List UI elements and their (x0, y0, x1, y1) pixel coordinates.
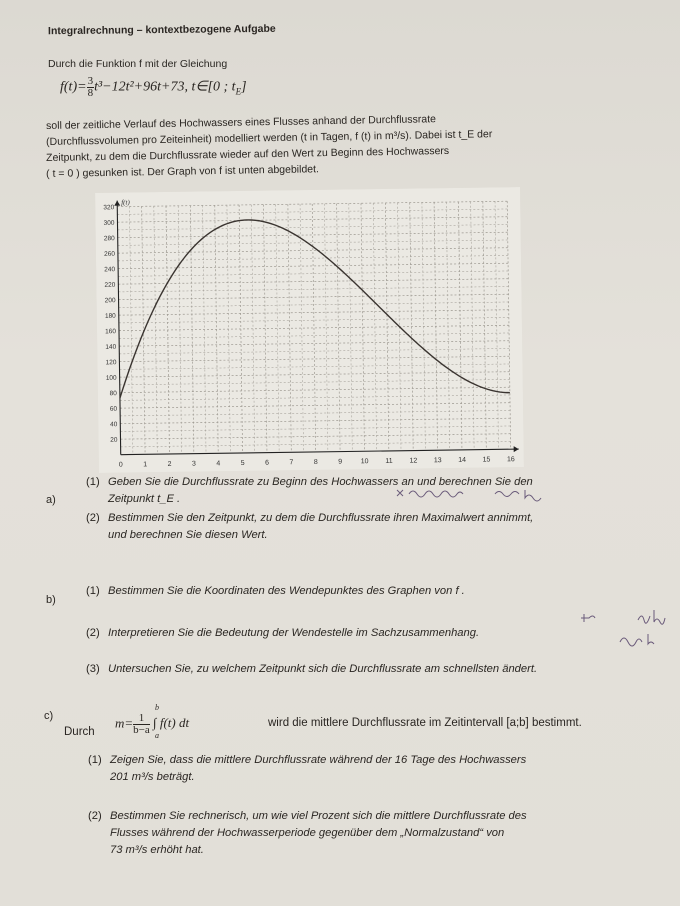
task-b-letter: b) (46, 594, 56, 606)
x-tick-label: 4 (216, 460, 221, 468)
y-tick-label: 140 (105, 343, 117, 351)
x-tick-label: 11 (385, 457, 393, 465)
x-tick-label: 12 (409, 457, 418, 465)
page-title: Integralrechnung – kontextbezogene Aufgabe (47, 22, 276, 38)
x-tick-label: 3 (191, 460, 196, 468)
y-axis-label: f(t) (121, 198, 130, 207)
intro-text: Durch die Funktion f mit der Gleichung (48, 58, 228, 70)
function-equation: f(t)= $\frac{3}{8}$ t³−12t²+96t+73, t∈[0 ; $t_E$] (60, 75, 247, 99)
task-a-1: (1) Geben Sie die Durchflussrate zu Beginn des Hochwassers an und berechnen Sie den Zeitpunkt t_E . (86, 476, 533, 505)
y-tick-label: 40 (110, 421, 118, 429)
x-tick-label: 15 (482, 456, 491, 464)
x-tick-label: 14 (458, 456, 467, 464)
x-tick-label: 16 (506, 456, 515, 464)
y-tick-label: 320 (103, 204, 115, 212)
handwritten-note-b (580, 608, 675, 648)
y-tick-label: 240 (104, 266, 116, 274)
task-b-2: (2) Interpretieren Sie die Bedeutung der Wendestelle im Sachzusammenhang. (86, 627, 480, 639)
y-tick-label: 20 (110, 436, 118, 444)
task-b-3: (3) Untersuchen Sie, zu welchem Zeitpunkt sich die Durchflussrate am schnellsten ändert. (86, 663, 538, 675)
y-tick-label: 300 (103, 219, 115, 227)
task-a-letter: a) (46, 494, 56, 506)
y-tick-label: 120 (105, 359, 117, 367)
y-tick-label: 160 (105, 328, 117, 336)
x-tick-label: 5 (240, 459, 245, 467)
x-tick-label: 0 (118, 461, 123, 469)
x-tick-label: 7 (289, 459, 294, 467)
task-c-1: (1) Zeigen Sie, dass die mittlere Durchflussrate während der 16 Tage des Hochwassers 201 m³/s beträgt. (88, 754, 527, 783)
y-tick-label: 220 (104, 281, 116, 289)
description-line-2: (Durchflussvolumen pro Zeiteinheit) modelliert werden (t in Tagen, f (t) in m³/s). Dabei ist t_E der (46, 128, 493, 148)
x-tick-label: 2 (167, 460, 172, 468)
x-tick-label: 8 (313, 458, 318, 466)
function-graph (95, 187, 524, 473)
description-line-1: soll der zeitliche Verlauf des Hochwassers eines Flusses anhand der Durchflussrate (46, 113, 437, 132)
y-tick-label: 280 (103, 235, 115, 243)
x-tick-label: 1 (143, 461, 148, 469)
task-c-letter: c) (44, 710, 54, 722)
x-tick-label: 10 (360, 458, 369, 466)
y-tick-label: 60 (109, 405, 118, 413)
description-line-4: ( t = 0 ) gesunken ist. Der Graph von f ist unten abgebildet. (46, 163, 320, 180)
task-c-2: (2) Bestimmen Sie rechnerisch, um wie viel Prozent sich die mittlere Durchflussrate des Flusses während der Hochwasserperiode gegenüber dem „Normalzustand“ von 73 m³/s erhöht hat. (88, 810, 527, 856)
y-tick-label: 100 (105, 374, 117, 382)
y-tick-label: 260 (104, 250, 115, 258)
x-tick-label: 6 (265, 459, 270, 467)
x-tick-label: 9 (338, 458, 343, 466)
x-tick-label: 13 (433, 457, 442, 465)
task-b-1: (1) Bestimmen Sie die Koordinaten des Wendepunktes des Graphen von f . (86, 585, 465, 597)
y-tick-label: 200 (104, 297, 116, 305)
y-tick-label: 180 (104, 312, 116, 320)
y-tick-label: 80 (109, 390, 117, 398)
task-c-intro-rest: wird die mittlere Durchflussrate im Zeitintervall [a;b] bestimmt. (268, 717, 582, 729)
handwritten-note-a (395, 484, 585, 504)
description-line-3: Zeitpunkt, zu dem die Durchflussrate wieder auf den Wert zu Beginn des Hochwassers (46, 144, 450, 164)
task-c-intro-word: Durch (64, 726, 95, 738)
task-a-2: (2) Bestimmen Sie den Zeitpunkt, zu dem die Durchflussrate ihren Maximalwert annimmt, und berechnen Sie diesen Wert. (86, 512, 534, 541)
mean-value-formula: m= $\frac{1}{b-a}$ b ∫ f(t) dt a (115, 703, 190, 741)
